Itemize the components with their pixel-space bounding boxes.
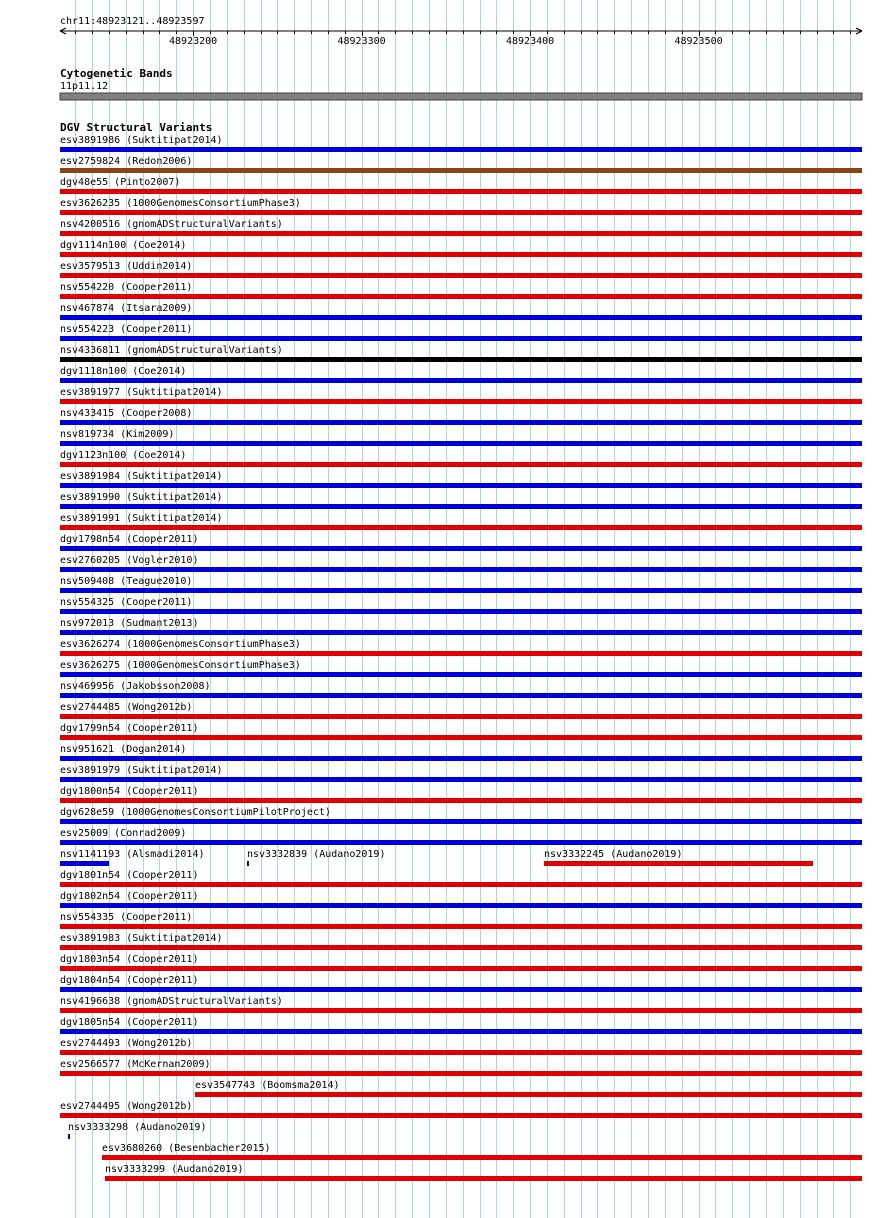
sv-feature-bar[interactable] bbox=[60, 504, 862, 509]
sv-feature-label: dgv48e55 (Pinto2007) bbox=[60, 177, 181, 188]
sv-feature-bar[interactable] bbox=[60, 735, 862, 740]
sv-feature-label: esv3891979 (Suktitipat2014) bbox=[60, 765, 223, 776]
sv-feature-label: dgv1123n100 (Coe2014) bbox=[60, 450, 187, 461]
sv-feature-bar[interactable] bbox=[60, 945, 862, 950]
sv-feature-label: esv3891990 (Suktitipat2014) bbox=[60, 492, 223, 503]
sv-feature-label: esv3891977 (Suktitipat2014) bbox=[60, 387, 223, 398]
sv-feature[interactable] bbox=[60, 912, 862, 929]
sv-feature[interactable] bbox=[60, 1059, 862, 1076]
sv-feature-bar[interactable] bbox=[60, 714, 862, 719]
sv-feature-bar[interactable] bbox=[60, 1008, 862, 1013]
sv-feature-label: nsv3333299 (Audano2019) bbox=[105, 1164, 244, 1175]
sv-feature-label: nsv951621 (Dogan2014) bbox=[60, 744, 187, 755]
sv-feature-label: esv3626275 (1000GenomesConsortiumPhase3) bbox=[60, 660, 301, 671]
sv-feature-bar[interactable] bbox=[60, 189, 862, 194]
sv-feature[interactable] bbox=[195, 1080, 862, 1097]
sv-feature-bar[interactable] bbox=[60, 651, 862, 656]
sv-feature-bar[interactable] bbox=[60, 441, 862, 446]
cytoband-bar[interactable] bbox=[60, 93, 862, 100]
sv-feature[interactable] bbox=[60, 492, 862, 509]
sv-track-title: DGV Structural Variants bbox=[60, 121, 213, 134]
sv-feature[interactable] bbox=[105, 1164, 862, 1181]
sv-feature[interactable] bbox=[60, 408, 862, 425]
sv-feature-bar[interactable] bbox=[195, 1092, 862, 1097]
sv-feature-label: nsv433415 (Cooper2008) bbox=[60, 408, 193, 419]
sv-feature-label: esv2759824 (Redon2006) bbox=[60, 156, 193, 167]
sv-feature[interactable] bbox=[60, 786, 862, 803]
sv-feature-bar[interactable] bbox=[544, 861, 813, 866]
sv-feature-label: dgv628e59 (1000GenomesConsortiumPilotProject) bbox=[60, 807, 331, 818]
sv-feature-label: esv3891991 (Suktitipat2014) bbox=[60, 513, 223, 524]
sv-feature[interactable] bbox=[60, 975, 862, 992]
sv-feature-label: nsv3333298 (Audano2019) bbox=[68, 1122, 207, 1133]
sv-feature-bar[interactable] bbox=[60, 231, 862, 236]
sv-feature-label: esv3579513 (Uddin2014) bbox=[60, 261, 193, 272]
sv-feature[interactable] bbox=[60, 933, 862, 950]
sv-feature-bar[interactable] bbox=[60, 357, 862, 362]
sv-feature-bar[interactable] bbox=[60, 1113, 862, 1118]
sv-feature-label: nsv4200516 (gnomADStructuralVariants) bbox=[60, 219, 283, 230]
sv-feature[interactable] bbox=[60, 954, 862, 971]
sv-feature-bar[interactable] bbox=[60, 378, 862, 383]
sv-feature[interactable] bbox=[60, 429, 862, 446]
sv-feature-bar[interactable] bbox=[60, 588, 862, 593]
sv-feature-label: dgv1801n54 (Cooper2011) bbox=[60, 870, 199, 881]
sv-feature-label: nsv819734 (Kim2009) bbox=[60, 429, 175, 440]
tick-label: 48923300 bbox=[337, 36, 386, 47]
sv-feature-bar[interactable] bbox=[60, 336, 862, 341]
sv-feature-label: esv2760205 (Vogler2010) bbox=[60, 555, 199, 566]
sv-feature-label: esv2566577 (McKernan2009) bbox=[60, 1059, 211, 1070]
sv-feature-bar[interactable] bbox=[60, 1050, 862, 1055]
sv-feature[interactable] bbox=[60, 282, 862, 299]
sv-feature[interactable] bbox=[60, 660, 862, 677]
sv-feature-bar[interactable] bbox=[60, 252, 862, 257]
sv-feature[interactable] bbox=[60, 534, 862, 551]
sv-feature-bar[interactable] bbox=[247, 861, 249, 866]
sv-feature[interactable] bbox=[60, 639, 862, 656]
tick-label: 48923400 bbox=[505, 36, 555, 47]
cytoband-track bbox=[60, 67, 862, 100]
sv-feature[interactable] bbox=[60, 513, 862, 530]
sv-feature[interactable] bbox=[60, 345, 862, 362]
sv-feature[interactable] bbox=[60, 135, 862, 152]
sv-feature[interactable] bbox=[102, 1143, 862, 1160]
sv-feature[interactable] bbox=[60, 1101, 862, 1118]
sv-feature[interactable] bbox=[60, 891, 862, 908]
sv-feature[interactable] bbox=[60, 576, 862, 593]
sv-feature[interactable] bbox=[60, 177, 862, 194]
sv-feature[interactable] bbox=[60, 723, 862, 740]
sv-feature[interactable] bbox=[60, 324, 862, 341]
sv-feature-label: esv2744485 (Wong2012b) bbox=[60, 702, 193, 713]
sv-feature-label: nsv4196638 (gnomADStructuralVariants) bbox=[60, 996, 283, 1007]
sv-feature-label: nsv554325 (Cooper2011) bbox=[60, 597, 193, 608]
sv-feature[interactable] bbox=[60, 765, 862, 782]
sv-feature[interactable] bbox=[247, 849, 385, 866]
sv-feature-label: nsv467874 (Itsara2009) bbox=[60, 303, 193, 314]
sv-feature-bar[interactable] bbox=[60, 546, 862, 551]
sv-feature-bar[interactable] bbox=[60, 147, 862, 152]
sv-feature-label: nsv554223 (Cooper2011) bbox=[60, 324, 193, 335]
sv-feature-label: dgv1805n54 (Cooper2011) bbox=[60, 1017, 199, 1028]
sv-feature[interactable] bbox=[60, 156, 862, 173]
sv-feature[interactable] bbox=[60, 597, 862, 614]
sv-feature-bar[interactable] bbox=[60, 210, 862, 215]
sv-feature-label: nsv469956 (Jakobsson2008) bbox=[60, 681, 211, 692]
sv-feature-bar[interactable] bbox=[60, 861, 109, 866]
sv-feature-label: dgv1118n100 (Coe2014) bbox=[60, 366, 187, 377]
sv-feature-label: nsv509408 (Teague2010) bbox=[60, 576, 193, 587]
sv-feature-bar[interactable] bbox=[60, 1029, 862, 1034]
sv-feature-bar[interactable] bbox=[60, 462, 862, 467]
ruler bbox=[60, 16, 862, 47]
region-label: chr11:48923121..48923597 bbox=[60, 16, 205, 27]
sv-feature-label: esv2744495 (Wong2012b) bbox=[60, 1101, 193, 1112]
sv-feature[interactable] bbox=[544, 849, 813, 866]
sv-feature[interactable] bbox=[60, 702, 862, 719]
sv-feature-bar[interactable] bbox=[60, 294, 862, 299]
sv-feature-bar[interactable] bbox=[60, 567, 862, 572]
sv-features bbox=[60, 135, 862, 1181]
sv-feature-bar[interactable] bbox=[60, 840, 862, 845]
sv-feature-label: esv3680260 (Besenbacher2015) bbox=[102, 1143, 271, 1154]
sv-feature-bar[interactable] bbox=[60, 882, 862, 887]
sv-feature-bar[interactable] bbox=[60, 777, 862, 782]
sv-feature-bar[interactable] bbox=[102, 1155, 862, 1160]
sv-feature-bar[interactable] bbox=[60, 693, 862, 698]
sv-feature-bar[interactable] bbox=[60, 609, 862, 614]
sv-feature[interactable] bbox=[60, 681, 862, 698]
sv-feature-bar[interactable] bbox=[60, 819, 862, 824]
sv-feature-label: esv3626235 (1000GenomesConsortiumPhase3) bbox=[60, 198, 301, 209]
sv-feature-label: nsv972013 (Sudmant2013) bbox=[60, 618, 199, 629]
tick-label: 48923500 bbox=[674, 36, 723, 47]
sv-feature[interactable] bbox=[60, 1017, 862, 1034]
sv-feature-label: nsv554220 (Cooper2011) bbox=[60, 282, 193, 293]
sv-feature[interactable] bbox=[60, 366, 862, 383]
sv-feature-bar[interactable] bbox=[105, 1176, 862, 1181]
sv-feature-bar[interactable] bbox=[60, 168, 862, 173]
tick-label: 48923200 bbox=[169, 36, 218, 47]
sv-feature[interactable] bbox=[60, 387, 862, 404]
sv-feature-label: esv3626274 (1000GenomesConsortiumPhase3) bbox=[60, 639, 301, 650]
sv-feature[interactable] bbox=[60, 471, 862, 488]
sv-feature-bar[interactable] bbox=[60, 987, 862, 992]
sv-feature[interactable] bbox=[60, 849, 205, 866]
sv-feature[interactable] bbox=[60, 450, 862, 467]
sv-feature-label: nsv1141193 (Alsmadi2014) bbox=[60, 849, 205, 860]
sv-feature[interactable] bbox=[60, 618, 862, 635]
sv-feature-bar[interactable] bbox=[60, 672, 862, 677]
sv-feature[interactable] bbox=[60, 744, 862, 761]
sv-feature[interactable] bbox=[60, 219, 862, 236]
sv-feature-bar[interactable] bbox=[60, 315, 862, 320]
sv-feature[interactable] bbox=[60, 807, 862, 824]
sv-feature[interactable] bbox=[60, 828, 862, 845]
sv-feature-bar[interactable] bbox=[60, 483, 862, 488]
sv-feature-label: esv3891986 (Suktitipat2014) bbox=[60, 135, 223, 146]
sv-feature-bar[interactable] bbox=[60, 966, 862, 971]
sv-feature-bar[interactable] bbox=[60, 798, 862, 803]
sv-feature[interactable] bbox=[60, 555, 862, 572]
sv-feature-bar[interactable] bbox=[60, 399, 862, 404]
sv-feature-bar[interactable] bbox=[60, 1071, 862, 1076]
sv-feature-bar[interactable] bbox=[60, 756, 862, 761]
sv-feature-label: dgv1803n54 (Cooper2011) bbox=[60, 954, 199, 965]
sv-feature-bar[interactable] bbox=[68, 1134, 70, 1139]
cytoband-track-title: Cytogenetic Bands bbox=[60, 67, 173, 80]
sv-feature-label: nsv4336811 (gnomADStructuralVariants) bbox=[60, 345, 283, 356]
sv-feature-label: dgv1114n100 (Coe2014) bbox=[60, 240, 187, 251]
sv-feature-label: nsv554335 (Cooper2011) bbox=[60, 912, 193, 923]
sv-feature[interactable] bbox=[60, 261, 862, 278]
sv-feature-label: dgv1804n54 (Cooper2011) bbox=[60, 975, 199, 986]
sv-feature-bar[interactable] bbox=[60, 525, 862, 530]
sv-feature-label: dgv1798n54 (Cooper2011) bbox=[60, 534, 199, 545]
sv-feature[interactable] bbox=[60, 198, 862, 215]
sv-feature-label: esv3547743 (Boomsma2014) bbox=[195, 1080, 340, 1091]
sv-feature-bar[interactable] bbox=[60, 630, 862, 635]
sv-feature-label: nsv3332245 (Audano2019) bbox=[544, 849, 683, 860]
sv-feature[interactable] bbox=[60, 303, 862, 320]
sv-feature-label: dgv1799n54 (Cooper2011) bbox=[60, 723, 199, 734]
sv-feature[interactable] bbox=[68, 1122, 206, 1139]
sv-feature[interactable] bbox=[60, 870, 862, 887]
sv-feature[interactable] bbox=[60, 240, 862, 257]
sv-feature[interactable] bbox=[60, 996, 862, 1013]
sv-feature[interactable] bbox=[60, 1038, 862, 1055]
sv-feature-bar[interactable] bbox=[60, 420, 862, 425]
sv-feature-label: esv3891983 (Suktitipat2014) bbox=[60, 933, 223, 944]
sv-feature-label: dgv1800n54 (Cooper2011) bbox=[60, 786, 199, 797]
sv-feature-label: dgv1802n54 (Cooper2011) bbox=[60, 891, 199, 902]
sv-feature-label: nsv3332839 (Audano2019) bbox=[247, 849, 386, 860]
sv-feature-label: esv2744493 (Wong2012b) bbox=[60, 1038, 193, 1049]
sv-feature-bar[interactable] bbox=[60, 903, 862, 908]
sv-feature-bar[interactable] bbox=[60, 924, 862, 929]
cytoband-name: 11p11.12 bbox=[60, 81, 109, 92]
sv-feature-label: esv3891984 (Suktitipat2014) bbox=[60, 471, 223, 482]
sv-feature-bar[interactable] bbox=[60, 273, 862, 278]
sv-feature-label: esv25009 (Conrad2009) bbox=[60, 828, 187, 839]
